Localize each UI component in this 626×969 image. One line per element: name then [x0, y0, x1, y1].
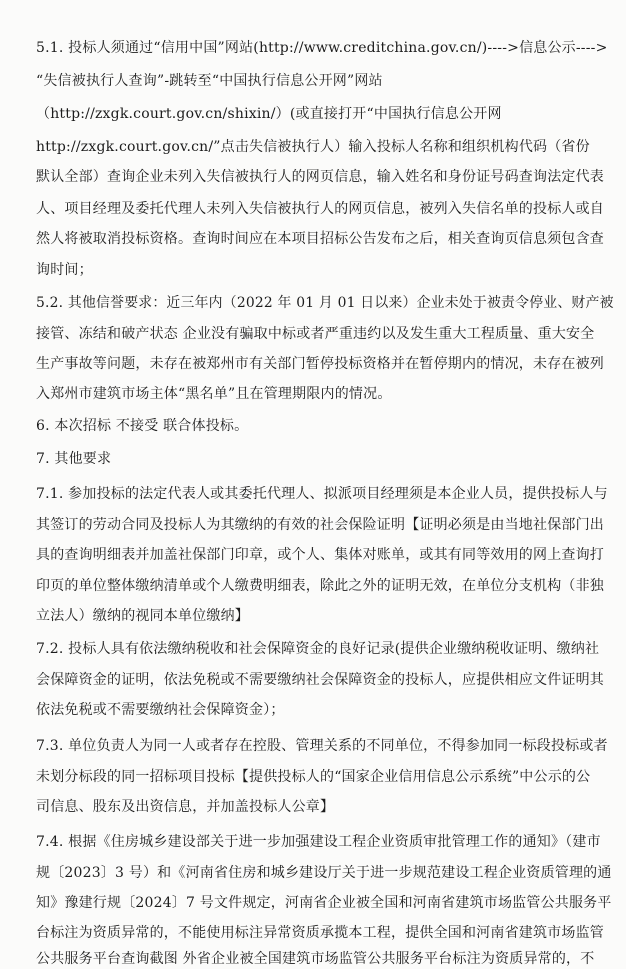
text-line: 默认全部）查询企业未列入失信被执行人的网页信息，输入姓名和身份证号码查询法定代表 [36, 169, 604, 185]
text-line: 5.1. 投标人须通过“信用中国”网站(http://www.creditchina.gov.cn/)---->信息公示----> [36, 40, 608, 56]
text-line: 入郑州市建筑市场主体“黑名单”且在管理期限内的情况。 [36, 386, 392, 402]
text-line: 未划分标段的同一招标项目投标【提供投标人的“国家企业信用信息公示系统”中公示的公 [36, 769, 591, 785]
text-line: 然人将被取消投标资格。查询时间应在本项目招标公告发布之后，相关查询页信息须包含查 [36, 231, 604, 247]
text-line: 7.1. 参加投标的法定代表人或其委托代理人、拟派项目经理须是本企业人员，提供投标人与 [36, 486, 608, 502]
text-line: 5.2. 其他信誉要求：近三年内（2022 年 01 月 01 日以来）企业未处于被责令停业、财产被 [36, 295, 614, 311]
text-line: http://zxgk.court.gov.cn/”点击失信被执行人）输入投标人名称和组织机构代码（省份 [36, 139, 590, 155]
text-line: 印页的单位整体缴纳清单或个人缴费明细表，除此之外的证明无效，在单位分支机构（非独 [36, 578, 604, 594]
text-line: 7.2. 投标人具有依法缴纳税收和社会保障资金的良好记录(提供企业缴纳税收证明、缴纳社 [36, 641, 600, 657]
text-line: （http://zxgk.court.gov.cn/shixin/）(或直接打开“中国执行信息公开网 [36, 106, 502, 122]
text-line: 依法免税或不需要缴纳社会保障资金）； [36, 702, 285, 718]
text-line: 立法人）缴纳的视同本单位缴纳】 [36, 608, 249, 624]
text-line: 规〔2023〕3 号）和《河南省住房和城乡建设厅关于进一步规范建设工程企业资质管理的通 [36, 865, 612, 881]
text-line: “失信被执行人查询”-跳转至“中国执行信息公开网”网站 [36, 73, 383, 89]
text-line: 会保障资金的证明，依法免税或不需要缴纳社会保障资金的投标人，应提供相应文件证明其 [36, 672, 604, 688]
text-line: 其签订的劳动合同及投标人为其缴纳的有效的社会保险证明【证明必须是由当地社保部门出 [36, 517, 604, 533]
text-line: 6. 本次招标 不接受 联合体投标。 [36, 418, 249, 434]
text-line: 询时间； [36, 262, 93, 278]
text-line: 人、项目经理及委托代理人未列入失信被执行人的网页信息，被列入失信名单的投标人或自 [36, 201, 604, 217]
text-line: 7. 其他要求 [36, 451, 112, 467]
text-line: 具的查询明细表并加盖社保部门印章，或个人、集体对账单，或其有同等效用的网上查询打 [36, 547, 604, 563]
text-line: 公共服务平台查询截图 外省企业被全国建筑市场监管公共服务平台标注为资质异常的，不 [36, 951, 595, 967]
text-line: 7.4. 根据《住房城乡建设部关于进一步加强建设工程企业资质审批管理工作的通知》（建市 [36, 834, 601, 850]
text-line: 生产事故等问题，未存在被郑州市有关部门暂停投标资格并在暂停期内的情况，未存在被列 [36, 356, 604, 372]
text-line: 知》豫建行规〔2024〕7 号文件规定，河南省企业被全国和河南省建筑市场监管公共服务平 [36, 895, 612, 911]
text-line: 7.3. 单位负责人为同一人或者存在控股、管理关系的不同单位，不得参加同一标段投标或者 [36, 738, 608, 754]
text-line: 台标注为资质异常的，不能使用标注异常资质承揽本工程，提供全国和河南省建筑市场监管 [36, 925, 604, 941]
text-line: 接管、冻结和破产状态 企业没有骗取中标或者严重违约以及发生重大工程质量、重大安全 [36, 326, 595, 342]
text-line: 司信息、股东及出资信息，并加盖投标人公章】 [36, 799, 335, 815]
